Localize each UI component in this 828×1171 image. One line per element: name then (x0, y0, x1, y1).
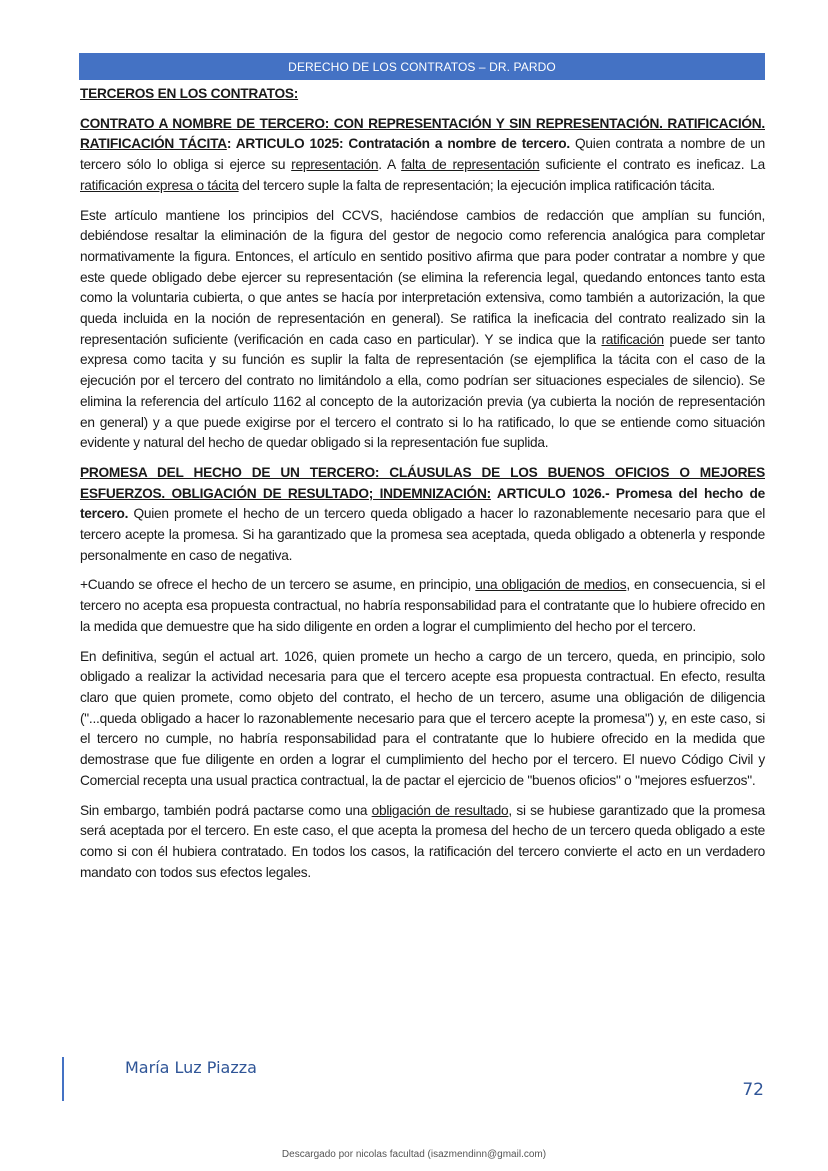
text: suficiente el contrato es ineficaz. La (539, 157, 765, 173)
text: del tercero suple la falta de representación; la ejecución implica ratificación tácita. (238, 177, 715, 193)
footer-divider (62, 1057, 64, 1101)
paragraph-article-1025 (80, 114, 765, 197)
paragraph-commentary-1025 (80, 206, 765, 454)
paragraph-obligacion-medios (80, 575, 765, 637)
article-title: ARTICULO 1026.- Promesa del hecho de tercero. (80, 485, 765, 522)
underlined-text: ratificación expresa o tácita (80, 177, 239, 193)
text: , en consecuencia, si el tercero no acepta esa propuesta contractual, no habría responsabilidad para el contratante que lo hubiere ofrecido en la medida que demuestre que ha sido diligente en orden a lograr el cumplimiento del hecho por el tercero. (80, 577, 765, 634)
text: puede ser tanto expresa como tacita y su función es suplir la falta de representación (se ejemplifica la tácita con el caso de la ejecución por el tercero del contrato no limitándolo a ella, como podrían ser situaciones especiales de silencio). Se elimina la referencia del artículo 1162 al concepto de la autorización previa (ya cubierta la noción de representación en general) y a que puede exigirse por el tercero el contrato si lo ha ratificado, lo que se entiende como situación evidente y natural del hecho de quedar obligado si la representación fue suplida. (80, 331, 765, 451)
text: Quien promete el hecho de un tercero queda obligado a hacer lo razonablemente necesario para que el tercero acepte la promesa. Si ha garantizado que la promesa sea aceptada, queda obligado a obtenerla y responde personalmente en caso de negativa. (80, 506, 765, 563)
underlined-text: obligación de resultado (371, 802, 509, 818)
section-title (80, 84, 765, 105)
underlined-text: representación (291, 157, 379, 173)
text: , si se hubiese garantizado que la promesa será aceptada por el tercero. En este caso, el que acepta la promesa del hecho de un tercero queda obligado a este como si con él hubiera contratado. En todos los casos, la ratificación del tercero convierte el acto en un verdadero mandato con todos sus efectos legales. (80, 802, 765, 880)
paragraph-obligacion-resultado (80, 801, 765, 884)
text: . A (378, 157, 402, 173)
section-heading: CONTRATO A NOMBRE DE TERCERO: CON REPRESENTACIÓN Y SIN REPRESENTACIÓN. RATIFICACIÓN. RATIFICACIÓN TÁCITA (80, 115, 765, 152)
underlined-text: ratificación (601, 331, 664, 347)
article-title: : ARTICULO 1025: Contratación a nombre de tercero. (226, 136, 570, 152)
text: En definitiva, según el actual art. 1026, quien promete un hecho a cargo de un tercero, queda, en principio, solo obligado a realizar la actividad necesaria para que el tercero acepte esa propuesta contractual. En efecto, resulta claro que quien promete, como objeto del contrato, el hecho de un tercero, asume una obligación de diligencia ("...queda obligado a hacer lo razonablemente necesario para que el tercero acepte la promesa") y, en este caso, si el tercero no cumple, no habría responsabilidad para el contratante que lo hubiere ofrecido en la medida que demostrase que fue diligente en orden a lograr el cumplimiento del hecho por el tercero. El nuevo Código Civil y Comercial recepta una usual practica contractual, la de pactar el ejercicio de "buenos oficios" o "mejores esfuerzos". (80, 648, 765, 788)
underlined-text: una obligación de medios (475, 577, 627, 593)
text: Este artículo mantiene los principios del CCVS, haciéndose cambios de redacción que amplían su función, debiéndose resaltar la eliminación de la figura del gestor de negocio como referencia analógica para completar normativamente la figura. Entonces, el artículo en sentido positivo afirma que para poder contratar a nombre y que este quede obligado debe ejercer su representación (se elimina la referencia legal, quedando entonces tanto esta como la voluntaria cubierta, o que antes se hacía por interpretación extensiva, como también a autorización, la que queda incluida en la noción de representación en general). Se ratifica la ineficacia del contrato realizado sin la representación suficiente (verificación en cada caso en particular). Y se indica que la (80, 207, 765, 347)
document-body (80, 84, 765, 892)
header-title: DERECHO DE LOS CONTRATOS – DR. PARDO (288, 59, 556, 74)
paragraph-en-definitiva (80, 647, 765, 792)
paragraph-article-1026 (80, 463, 765, 567)
page-number: 72 (742, 1080, 764, 1100)
download-notice: Descargado por nicolas facultad (isazmendinn@gmail.com) (281, 1149, 547, 1160)
footer-author: María Luz Piazza (125, 1058, 257, 1077)
section-heading: PROMESA DEL HECHO DE UN TERCERO: CLÁUSULAS DE LOS BUENOS OFICIOS O MEJORES ESFUERZOS. OBLIGACIÓN DE RESULTADO; INDEMNIZACIÓN: (80, 464, 765, 501)
text: Quien contrata a nombre de un tercero sólo lo obliga si ejerce su (80, 136, 765, 173)
page-header-bar (79, 53, 765, 80)
underlined-text: falta de representación (401, 157, 540, 173)
section-title-text: TERCEROS EN LOS CONTRATOS: (80, 86, 299, 101)
text: +Cuando se ofrece el hecho de un tercero se asume, en principio, (80, 577, 476, 593)
text: Sin embargo, también podrá pactarse como una (80, 802, 372, 818)
